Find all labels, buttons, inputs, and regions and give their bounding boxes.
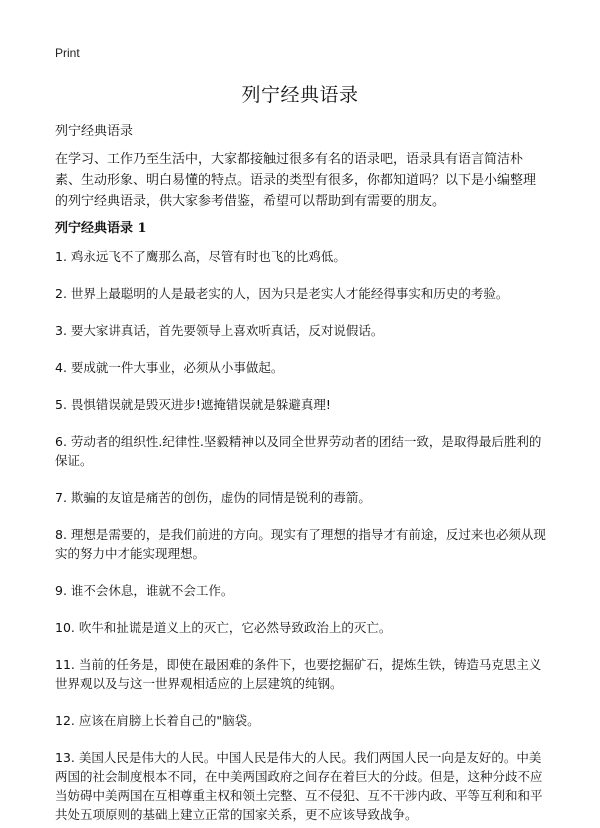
quote-item: 6. 劳动者的组织性.纪律性.坚毅精神以及同全世界劳动者的团结一致，是取得最后胜利的保证。 <box>55 434 542 468</box>
document-subtitle: 列宁经典语录 <box>55 124 134 139</box>
section-heading: 列宁经典语录 1 <box>55 221 147 236</box>
quote-item: 13. 美国人民是伟大的人民。中国人民是伟大的人民。我们两国人民一向是友好的。中美两国的社会制度根本不同，在中美两国政府之间存在着巨大的分歧。但是，这种分歧不应当妨碍中美两国在互相尊重主权和领土完整、互不侵犯、互不干涉内政、平等互利和和平共处五项原则的基础上建立正常的国家关系，更不应该导致战争。 <box>55 750 543 822</box>
quote-item: 4. 要成就一件大事业，必须从小事做起。 <box>55 360 284 375</box>
quote-item: 2. 世界上最聪明的人是最老实的人，因为只是老实人才能经得事实和历史的考验。 <box>55 286 509 301</box>
quote-item: 9. 谁不会休息，谁就不会工作。 <box>55 583 234 598</box>
intro-paragraph: 在学习、工作乃至生活中，大家都接触过很多有名的语录吧，语录具有语言简洁朴素、生动形象、明白易懂的特点。语录的类型有很多，你都知道吗？以下是小编整理的列宁经典语录，供大家参考借鉴，希望可以帮助到有需要的朋友。 <box>55 152 537 209</box>
document-title: 列宁经典语录 <box>241 84 359 106</box>
quote-item: 3. 要大家讲真话，首先要领导上喜欢听真话，反对说假话。 <box>55 323 384 338</box>
quote-item: 5. 畏惧错误就是毁灭进步!遮掩错误就是躲避真理! <box>55 397 331 412</box>
quote-item: 7. 欺骗的友谊是痛苦的创伤，虚伪的同情是锐利的毒箭。 <box>55 490 371 505</box>
quote-item: 10. 吹牛和扯谎是道义上的灭亡，它必然导致政治上的灭亡。 <box>55 620 392 635</box>
print-link[interactable]: Print <box>55 46 80 60</box>
quote-item: 8. 理想是需要的，是我们前进的方向。现实有了理想的指导才有前途，反过来也必须从现实的努力中才能实现理想。 <box>55 527 546 561</box>
quote-item: 12. 应该在肩膀上长着自己的"脑袋。 <box>55 713 260 728</box>
quote-item: 11. 当前的任务是，即使在最困难的条件下，也要挖掘矿石，提炼生铁，铸造马克思主义世界观以及与这一世界观相适应的上层建筑的纯钢。 <box>55 657 542 691</box>
quote-list <box>55 247 547 824</box>
quote-item: 1. 鸡永远飞不了鹰那么高，尽管有时也飞的比鸡低。 <box>55 249 346 264</box>
